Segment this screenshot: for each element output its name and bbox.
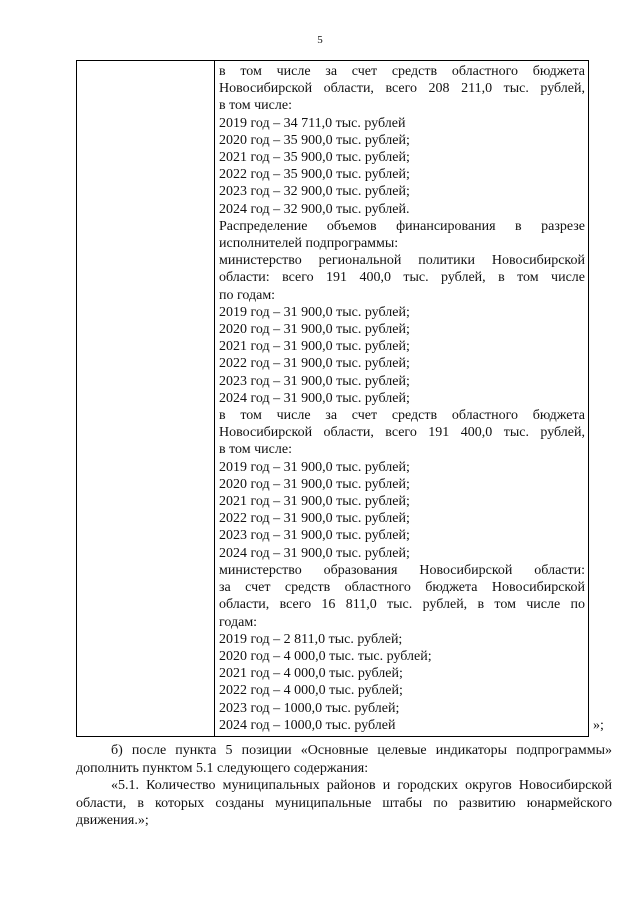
year-line: 2019 год – 31 900,0 тыс. рублей; [219,304,410,320]
ministry-education-intro [219,562,585,631]
budget-total-intro [219,63,585,115]
table-right-cell [215,63,588,734]
ministry-regional-budget-intro [219,407,585,459]
text-line: по годам: [219,287,276,303]
year-line: 2021 год – 31 900,0 тыс. рублей; [219,339,410,355]
amendment-text [76,742,612,830]
year-line: 2023 год – 32 900,0 тыс. рублей; [219,184,410,200]
text-line: в том числе за счет средств областного бюджета [219,408,585,424]
text-line: министерство региональной политики Новосибирской [219,253,585,269]
year-line: 2023 год – 1000,0 тыс. рублей; [219,700,400,716]
year-line: 2019 год – 2 811,0 тыс. рублей; [219,631,403,647]
year-line: 2021 год – 35 900,0 тыс. рублей; [219,150,410,166]
text-line: в том числе за счет средств областного бюджета [219,64,585,79]
text-line: области: всего 191 400,0 тыс. рублей, в том числе [219,270,585,286]
year-line: 2024 год – 1000,0 тыс. рублей [219,717,396,733]
page-number: 5 [317,34,323,46]
year-line: 2019 год – 31 900,0 тыс. рублей; [219,459,410,475]
text-line: в том числе: [219,442,292,458]
text-line: Новосибирской области, всего 191 400,0 тыс. рублей, [219,425,585,441]
year-line: 2023 год – 31 900,0 тыс. рублей; [219,528,410,544]
year-line: 2021 год – 31 900,0 тыс. рублей; [219,494,410,510]
year-line: 2024 год – 31 900,0 тыс. рублей; [219,390,410,406]
year-line: 2020 год – 35 900,0 тыс. рублей; [219,132,410,148]
text-line: за счет средств областного бюджета Новосибирской [219,580,585,596]
table-left-cell [77,61,215,736]
year-line: 2022 год – 35 900,0 тыс. рублей; [219,167,410,183]
year-line: 2022 год – 31 900,0 тыс. рублей; [219,356,410,372]
distribution-heading [219,218,585,252]
year-line: 2021 год – 4 000,0 тыс. рублей; [219,666,403,682]
year-line: 2019 год – 34 711,0 тыс. рублей [219,115,406,131]
ministry-regional-budget-years-list [219,459,585,562]
year-line: 2024 год – 31 900,0 тыс. рублей; [219,545,410,561]
program-table [76,60,589,737]
text-line: министерство образования Новосибирской области: [219,562,585,578]
text-line: области, всего 16 811,0 тыс. рублей, в том числе по [219,597,585,613]
paragraph-quote: «5.1. Количество муниципальных районов и городских округов Новосибирской области, в которых созданы муниципальные штабы по развитию юнармейского движения.»; [76,778,612,828]
ministry-regional-years-list [219,304,585,407]
year-line: 2020 год – 31 900,0 тыс. рублей; [219,322,410,338]
ministry-regional-intro [219,252,585,304]
budget-years-list [219,115,585,218]
text-line: в том числе: [219,98,292,114]
year-line: 2024 год – 32 900,0 тыс. рублей. [219,201,410,217]
text-line: Распределение объемов финансирования в разрезе [219,218,585,234]
text-line: исполнителей подпрограммы: [219,236,399,252]
ministry-education-years-list [219,631,585,734]
year-line: 2020 год – 31 900,0 тыс. рублей; [219,476,410,492]
year-line: 2022 год – 31 900,0 тыс. рублей; [219,511,410,527]
paragraph-b: б) после пункта 5 позиции «Основные целевые индикаторы подпрограммы» дополнить пунктом 5.1 следующего содержания: [76,743,612,776]
text-line: годам: [219,614,258,630]
year-line: 2022 год – 4 000,0 тыс. рублей; [219,683,403,699]
text-line: Новосибирской области, всего 208 211,0 тыс. рублей, [219,81,585,97]
closing-quote-mark: »; [593,718,604,733]
year-line: 2023 год – 31 900,0 тыс. рублей; [219,373,410,389]
year-line: 2020 год – 4 000,0 тыс. тыс. рублей; [219,648,432,664]
